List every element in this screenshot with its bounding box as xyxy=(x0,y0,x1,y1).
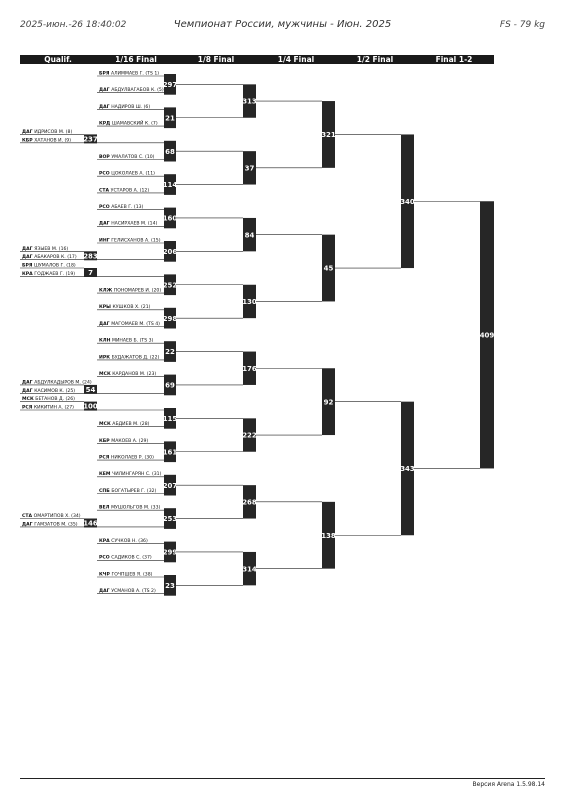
bout-box-number: 114 xyxy=(162,181,178,190)
qualif-athlete-name: РСЯ КИКИТИН А. (27) xyxy=(22,405,74,411)
bout-box-1-8-number: 84 xyxy=(244,231,255,240)
bout-box-number: 298 xyxy=(162,314,178,323)
athlete-name: ИРК БУДАЖАТОВ Д. (22) xyxy=(99,355,160,361)
bout-box-1-4-number: 321 xyxy=(321,131,336,140)
bout-box-final-number: 409 xyxy=(479,331,495,340)
bout-box-1-8-number: 314 xyxy=(242,565,257,574)
bout-box-number: 22 xyxy=(165,348,175,357)
athlete-name: СТА УСТАРОВ А. (12) xyxy=(99,188,150,194)
bout-box-number: 207 xyxy=(162,481,178,490)
col-1-4: 1/4 Final xyxy=(277,55,315,64)
bout-box-1-4-number: 138 xyxy=(321,531,336,540)
datetime-text: 2025-июн.-26 18:40:02 xyxy=(20,20,127,30)
qualif-bout-box-number: 100 xyxy=(83,402,98,411)
athlete-name: РСЯ НИКОЛАЕВ Р. (30) xyxy=(99,455,154,461)
col-qualif: Qualif. xyxy=(44,55,72,64)
bout-box-number: 252 xyxy=(162,281,178,290)
athlete-name: КЛН МИНАЕВ Б. (TS 3) xyxy=(99,338,154,344)
athlete-name: КЛЖ ПОНОМАРЕВ И. (20) xyxy=(99,288,162,294)
qualif-athlete-name: ДАГ АБАКАРОВ К. (17) xyxy=(22,255,77,261)
bout-box-1-8-number: 37 xyxy=(244,164,255,173)
competition-title: Чемпионат России, мужчины - Июн. 2025 xyxy=(173,19,392,30)
bout-box-number: 161 xyxy=(162,448,178,457)
bout-box-1-4-number: 92 xyxy=(323,398,334,407)
bout-box-1-8-number: 130 xyxy=(242,298,257,307)
qualif-athlete-name: ДАГ АБДУЛКАДЫРОВ М. (24) xyxy=(22,380,92,386)
athlete-name: РСО САДИКОВ С. (37) xyxy=(99,555,152,561)
col-1-8: 1/8 Final xyxy=(197,55,235,64)
bout-box-1-8-number: 313 xyxy=(242,97,257,106)
athlete-name: КРД ШАМАВСКИЙ К. (7) xyxy=(99,121,158,127)
bout-box-number: 253 xyxy=(162,515,178,524)
bout-box-number: 297 xyxy=(162,80,178,89)
col-final: Final 1-2 xyxy=(435,55,473,64)
weight-category: FS - 79 kg xyxy=(499,20,545,30)
bout-box-1-8-number: 268 xyxy=(242,498,257,507)
col-1-2: 1/2 Final xyxy=(356,55,394,64)
athlete-name: ДАГ НАДИРОВ Ш. (6) xyxy=(99,104,151,110)
qualif-athlete-name: ДАГ КАСИМОВ К. (25) xyxy=(22,388,76,394)
bout-box-number: 206 xyxy=(162,247,178,256)
bout-box-number: 69 xyxy=(165,381,175,390)
bout-box-1-2-number: 340 xyxy=(400,197,415,206)
athlete-name: ДАГ МАГОМАЕВ М. (TS 4) xyxy=(99,321,160,327)
athlete-name: КЧР ГОЧПШЕВ Я. (38) xyxy=(99,572,153,578)
bout-box-number: 299 xyxy=(162,548,178,557)
bout-box-1-2-number: 343 xyxy=(400,465,415,474)
athlete-name: КРА СУЧКОВ Н. (36) xyxy=(99,539,148,544)
athlete-name: ДАГ УСМАНОВ А. (TS 2) xyxy=(99,589,156,595)
athlete-name: КБР МАКОЕВ А. (29) xyxy=(99,438,149,444)
qualif-athlete-name: СТА ОМАРТИПОВ Х. (34) xyxy=(22,514,81,519)
bout-box-1-8-number: 222 xyxy=(242,431,257,440)
athlete-name: МСК КАРДАНОВ М. (23) xyxy=(99,372,157,377)
athlete-name: ВОР УМАЛАТОВ С. (10) xyxy=(99,154,155,160)
athlete-name: КЕМ ЧИЛИНГАРЯН С. (31) xyxy=(99,472,162,478)
athlete-name: РСО АБАЕВ Г. (13) xyxy=(99,205,144,210)
athlete-name: РСО ЦОКОЛАЕВ А. (11) xyxy=(99,171,155,177)
bout-box-number: 115 xyxy=(162,414,178,423)
qualif-athlete-name: БРЯ ШУМАЛОВ Г. (18) xyxy=(22,263,76,269)
version-text: Версия Arena 1.5.98.14 xyxy=(472,781,545,788)
athlete-name: БРЯ АЛИММАЕВ Г. (ТS 1) xyxy=(99,71,160,77)
bout-box-number: 23 xyxy=(165,581,175,590)
athlete-name: СПБ БОГАТЫРЕВ Г. (32) xyxy=(99,488,157,494)
athlete-name: ДАГ АБДУЛВАГАБОВ К. (5) xyxy=(99,88,164,94)
qualif-athlete-name: КБР ХАТАНОВ И. (9) xyxy=(22,138,72,144)
bout-box-number: 21 xyxy=(165,114,175,123)
qualif-bout-box-number: 54 xyxy=(85,386,96,394)
qualif-bout-box-number: 283 xyxy=(83,252,98,261)
bout-box-number: 160 xyxy=(162,214,178,223)
qualif-bout-box-number: 146 xyxy=(83,519,98,528)
qualif-athlete-name: ДАГ ЯЗЫЕВ М. (16) xyxy=(22,246,69,252)
qualif-athlete-name: КРА ГОДЖАЕВ Г. (19) xyxy=(22,271,76,277)
qualif-athlete-name: МСК БЕТАНОВ Д. (26) xyxy=(22,397,75,403)
athlete-name: МСК АБДИЕВ М. (28) xyxy=(99,422,150,428)
bout-box-number: 68 xyxy=(165,147,175,156)
qualif-athlete-name: ДАГ ИДРИСОВ М. (8) xyxy=(22,129,73,135)
athlete-name: ДАГ НАСИРХАЕВ М. (14) xyxy=(99,221,158,227)
athlete-name: ВЕЛ МУШОЛЬГОВ М. (33) xyxy=(99,505,161,511)
footer-divider xyxy=(20,778,545,779)
qualif-bout-box-number: 237 xyxy=(83,135,98,144)
athlete-name: ИНГ ГЕЛИСХАНОВ А. (15) xyxy=(99,238,161,244)
col-1-16: 1/16 Final xyxy=(115,55,157,64)
qualif-athlete-name: ДАГ ГАМЗАТОВ М. (35) xyxy=(22,522,78,528)
athlete-name: КРЫ КУШКОВ Х. (21) xyxy=(99,305,151,311)
bout-box-1-4-number: 45 xyxy=(323,264,334,273)
qualif-bout-box-number: 7 xyxy=(88,269,93,278)
bout-box-1-8-number: 176 xyxy=(242,364,257,373)
